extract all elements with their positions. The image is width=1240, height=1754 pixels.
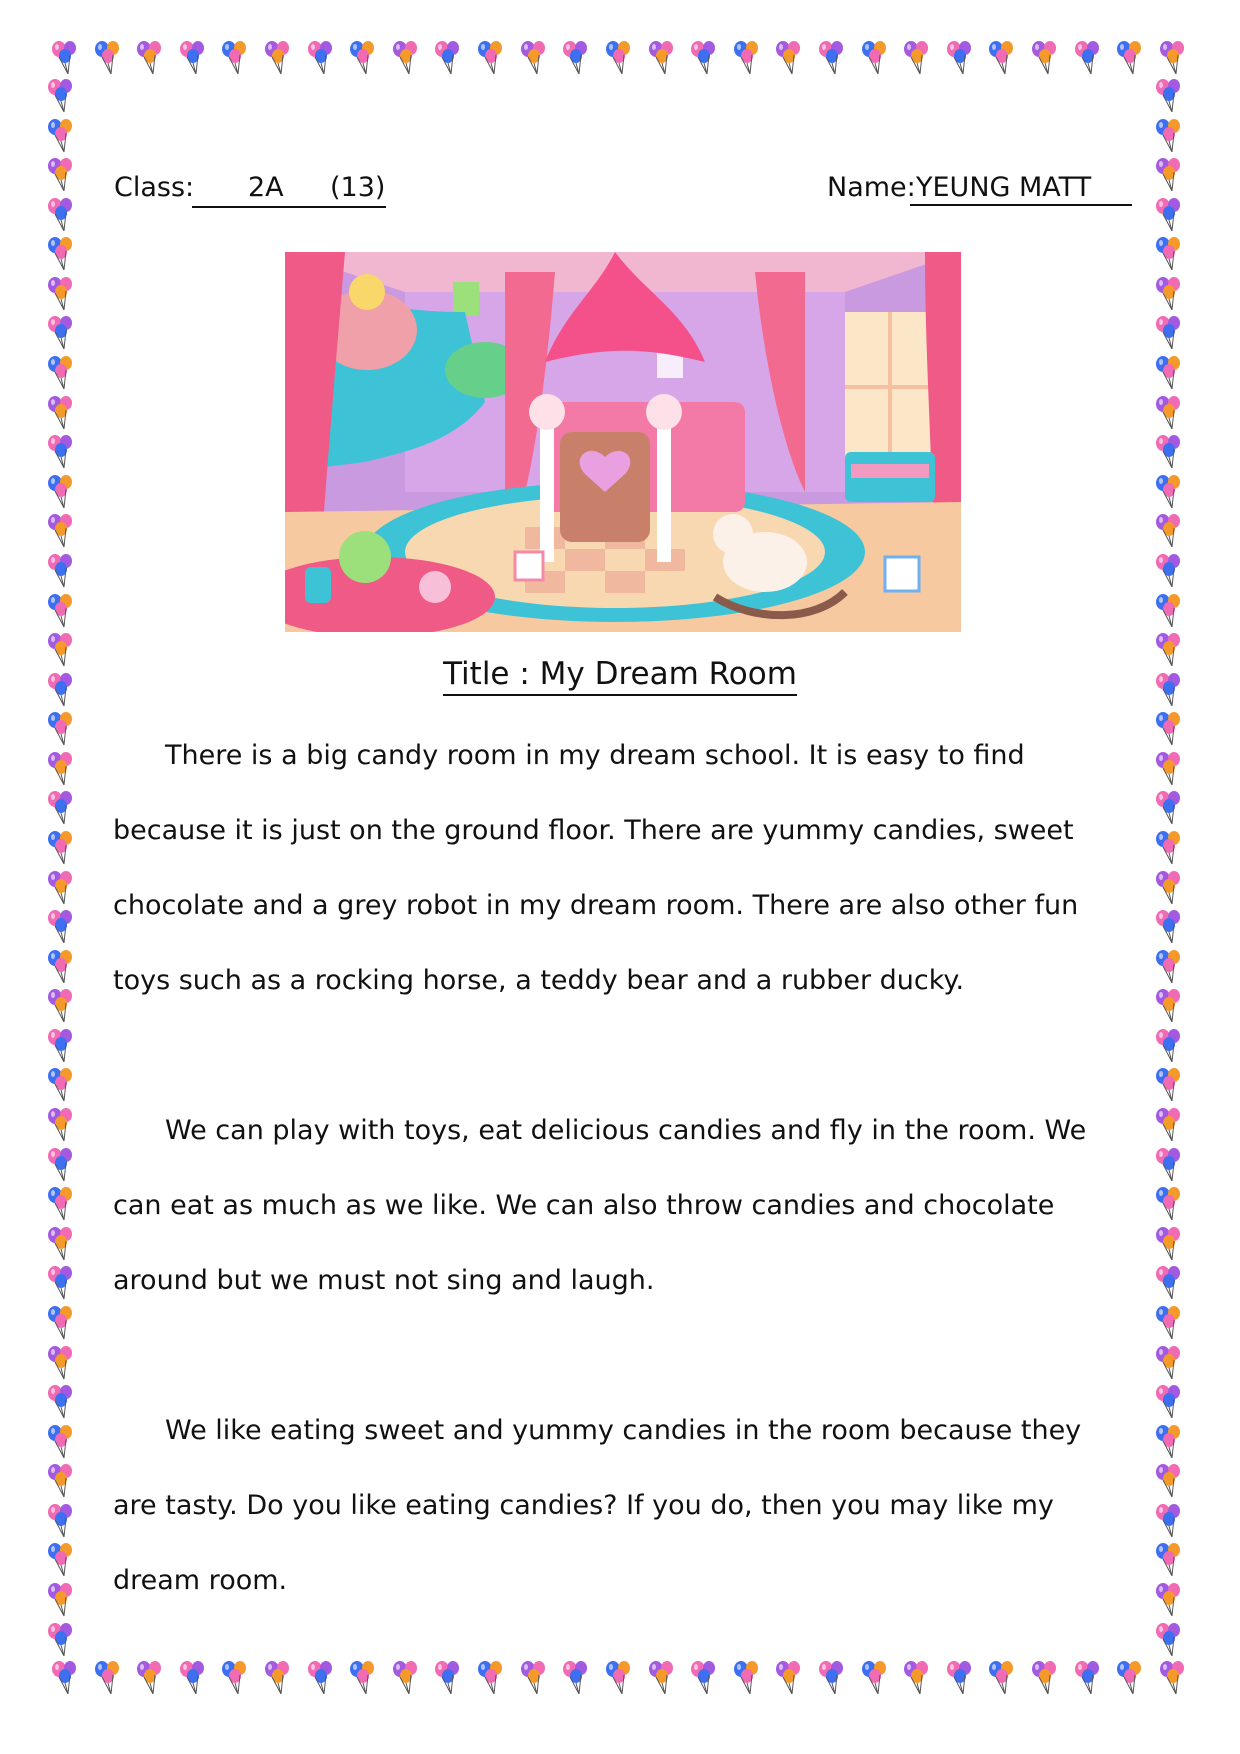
balloon-icon [1152, 909, 1188, 945]
balloon-icon [48, 1660, 84, 1696]
balloon-icon [1152, 1582, 1188, 1618]
balloon-icon [44, 593, 80, 629]
balloon-icon [900, 40, 936, 76]
balloon-icon [1152, 513, 1188, 549]
balloon-icon [815, 40, 851, 76]
balloon-icon [44, 1345, 80, 1381]
balloon-icon [389, 40, 425, 76]
essay-title-text: Title : My Dream Room [443, 656, 797, 696]
balloon-icon [44, 1622, 80, 1658]
class-number: (13) [330, 172, 386, 203]
balloon-icon [44, 236, 80, 272]
balloon-icon [44, 751, 80, 787]
balloon-icon [1152, 1503, 1188, 1539]
balloon-icon [1152, 1542, 1188, 1578]
balloon-icon [1152, 1622, 1188, 1658]
balloon-icon [1152, 474, 1188, 510]
balloon-icon [517, 40, 553, 76]
balloon-icon [1152, 830, 1188, 866]
balloon-icon [44, 315, 80, 351]
balloon-icon [858, 40, 894, 76]
balloon-icon [44, 711, 80, 747]
balloon-icon [44, 1067, 80, 1103]
balloon-icon [1152, 197, 1188, 233]
balloon-icon [44, 1463, 80, 1499]
balloon-icon [1152, 790, 1188, 826]
balloon-icon [44, 157, 80, 193]
balloon-icon [1152, 434, 1188, 470]
balloon-icon [44, 355, 80, 391]
balloon-icon [48, 40, 84, 76]
balloon-icon [44, 197, 80, 233]
balloon-icon [1152, 1345, 1188, 1381]
balloon-icon [943, 40, 979, 76]
balloon-icon [602, 40, 638, 76]
balloon-icon [1152, 711, 1188, 747]
balloon-icon [44, 1424, 80, 1460]
balloon-icon [1152, 1424, 1188, 1460]
balloon-icon [1152, 751, 1188, 787]
balloon-icon [1152, 236, 1188, 272]
balloon-icon [1071, 40, 1107, 76]
balloon-icon [1152, 1028, 1188, 1064]
balloon-icon [44, 434, 80, 470]
essay-title [0, 656, 1240, 692]
balloon-border-right [1152, 78, 1188, 1658]
balloon-icon [133, 40, 169, 76]
balloon-icon [44, 830, 80, 866]
balloon-icon [1152, 1305, 1188, 1341]
essay-body [113, 718, 1125, 1693]
balloon-icon [44, 276, 80, 312]
balloon-icon [44, 790, 80, 826]
balloon-icon [261, 40, 297, 76]
balloon-icon [44, 1542, 80, 1578]
balloon-icon [1152, 157, 1188, 193]
balloon-icon [44, 909, 80, 945]
balloon-icon [44, 1503, 80, 1539]
balloon-icon [1152, 988, 1188, 1024]
balloon-icon [44, 870, 80, 906]
balloon-icon [1152, 1107, 1188, 1143]
balloon-icon [1152, 1463, 1188, 1499]
balloon-border-top [48, 40, 1192, 76]
balloon-icon [1152, 949, 1188, 985]
balloon-icon [1028, 40, 1064, 76]
balloon-icon [1152, 1147, 1188, 1183]
balloon-icon [44, 513, 80, 549]
balloon-icon [44, 553, 80, 589]
class-label: Class: [114, 172, 195, 203]
balloon-icon [985, 40, 1021, 76]
balloon-icon [1152, 1265, 1188, 1301]
class-field [192, 172, 386, 208]
balloon-icon [44, 1265, 80, 1301]
balloon-icon [44, 1384, 80, 1420]
balloon-icon [1152, 1186, 1188, 1222]
balloon-icon [346, 40, 382, 76]
paragraph-2: We can play with toys, eat delicious candies and fly in the room. We can eat as much as we like. We can also throw candies and chocolate around but we must not sing and laugh. [113, 1115, 1087, 1296]
balloon-icon [1152, 78, 1188, 114]
balloon-icon [44, 78, 80, 114]
balloon-icon [1156, 40, 1192, 76]
name-field: YEUNG MATT [910, 172, 1132, 206]
balloon-icon [44, 395, 80, 431]
balloon-icon [44, 1226, 80, 1262]
balloon-icon [431, 40, 467, 76]
balloon-border-left [44, 78, 80, 1658]
balloon-icon [44, 1186, 80, 1222]
balloon-icon [1152, 118, 1188, 154]
balloon-icon [44, 1582, 80, 1618]
paragraph-1: There is a big candy room in my dream school. It is easy to find because it is just on the ground floor. There are yummy candies, sweet chocolate and a grey robot in my dream room. There are also other fun toys such as a rocking horse, a teddy bear and a rubber ducky. [113, 740, 1079, 996]
balloon-icon [730, 40, 766, 76]
balloon-icon [44, 949, 80, 985]
balloon-icon [645, 40, 681, 76]
name-label: Name: [827, 172, 916, 203]
balloon-icon [1152, 355, 1188, 391]
balloon-icon [1152, 1226, 1188, 1262]
balloon-icon [1156, 1660, 1192, 1696]
balloon-icon [218, 40, 254, 76]
balloon-icon [1152, 315, 1188, 351]
balloon-icon [304, 40, 340, 76]
balloon-icon [44, 1147, 80, 1183]
paragraph-3: We like eating sweet and yummy candies in the room because they are tasty. Do you like eating candies? If you do, then you may like my dream room. [113, 1415, 1082, 1596]
balloon-icon [1152, 276, 1188, 312]
balloon-icon [1152, 870, 1188, 906]
balloon-icon [44, 988, 80, 1024]
balloon-icon [1152, 593, 1188, 629]
balloon-icon [772, 40, 808, 76]
balloon-icon [44, 118, 80, 154]
balloon-icon [1113, 40, 1149, 76]
balloon-icon [91, 40, 127, 76]
candy-room-picture [285, 252, 961, 632]
balloon-icon [1152, 1067, 1188, 1103]
balloon-icon [44, 1305, 80, 1341]
balloon-icon [474, 40, 510, 76]
balloon-icon [44, 474, 80, 510]
balloon-icon [559, 40, 595, 76]
balloon-icon [44, 1107, 80, 1143]
balloon-icon [176, 40, 212, 76]
balloon-icon [1152, 553, 1188, 589]
balloon-icon [44, 1028, 80, 1064]
balloon-icon [1152, 1384, 1188, 1420]
balloon-icon [1152, 395, 1188, 431]
class-value: 2A [248, 172, 284, 203]
balloon-icon [687, 40, 723, 76]
candy-bedroom-illustration [285, 252, 961, 632]
